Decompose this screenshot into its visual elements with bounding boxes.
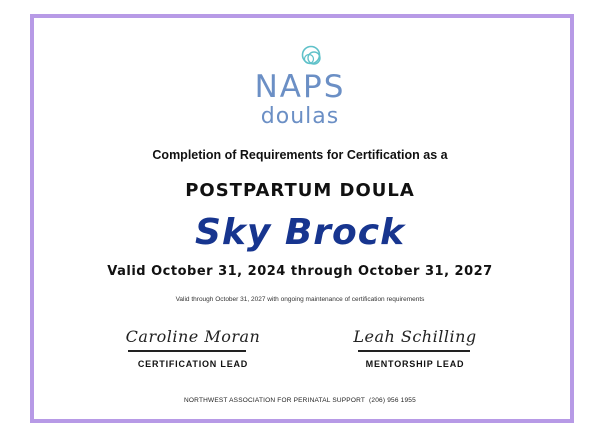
signature-line <box>128 350 246 352</box>
certificate-intro: Completion of Requirements for Certification as a <box>152 148 448 162</box>
footer <box>0 397 600 404</box>
validity-note: Valid through October 31, 2027 with ongoing maintenance of certification requirements <box>175 296 425 303</box>
signature-block-mentorship <box>340 326 490 369</box>
validity-period: Valid October 31, 2024 through October 31, 2027 <box>107 264 493 279</box>
footer-organization: NORTHWEST ASSOCIATION FOR PERINATAL SUPPORT <box>184 397 366 404</box>
signature: Caroline Moran <box>125 327 261 346</box>
signature-block-certification <box>118 326 268 369</box>
recipient-name: Sky Brock <box>194 212 406 253</box>
logo-wordmark: NAPS <box>254 69 346 105</box>
signer-title: MENTORSHIP LEAD <box>365 359 465 369</box>
footer-phone: (206) 956 1955 <box>369 397 416 404</box>
signature: Leah Schilling <box>353 327 477 346</box>
certification-type: POSTPARTUM DOULA <box>185 180 415 201</box>
signature-line <box>358 350 470 352</box>
logo-subtitle: doulas <box>260 104 340 129</box>
signer-title: CERTIFICATION LEAD <box>137 359 249 369</box>
interlocking-circles-icon <box>298 44 326 70</box>
